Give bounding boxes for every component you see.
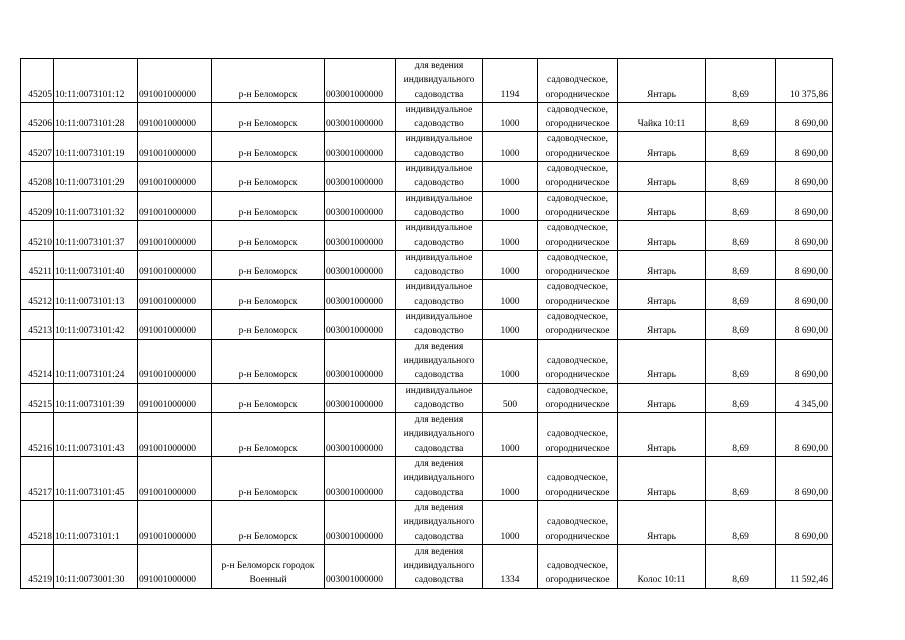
category-cell: садоводческое, огородническое [538, 280, 618, 310]
cadastral-number-cell: 10:11:0073101:45 [54, 457, 138, 501]
row-id-cell: 45210 [21, 221, 54, 251]
row-id-cell: 45214 [21, 339, 54, 383]
permitted-use-cell: индивидуальное садоводство [396, 162, 483, 192]
table-row [21, 162, 833, 192]
table-row [21, 191, 833, 221]
code-cell: 091001000000 [138, 102, 212, 132]
rate-cell: 8,69 [706, 250, 776, 280]
table-row [21, 457, 833, 501]
cadastral-value-cell: 4 345,00 [776, 383, 833, 413]
permitted-use-cell: для ведения индивидуального садоводства [396, 500, 483, 544]
rate-cell: 8,69 [706, 59, 776, 103]
category-cell: садоводческое, огородническое [538, 383, 618, 413]
location-cell: р-н Беломорск [212, 383, 325, 413]
row-id-cell: 45213 [21, 310, 54, 340]
cadastral-number-cell: 10:11:0073101:13 [54, 280, 138, 310]
settlement-name-cell: Янтарь [618, 221, 706, 251]
category-cell: садоводческое, огородническое [538, 162, 618, 192]
code-cell: 091001000000 [138, 544, 212, 588]
area-cell: 1334 [483, 544, 538, 588]
row-id-cell: 45212 [21, 280, 54, 310]
cadastral-number-cell: 10:11:0073101:37 [54, 221, 138, 251]
area-cell: 1000 [483, 339, 538, 383]
permitted-use-cell: для ведения индивидуального садоводства [396, 457, 483, 501]
row-id-cell: 45205 [21, 59, 54, 103]
cadastral-number-cell: 10:11:0073101:19 [54, 132, 138, 162]
table-row [21, 339, 833, 383]
rate-cell: 8,69 [706, 221, 776, 251]
code-cell: 091001000000 [138, 132, 212, 162]
rate-cell: 8,69 [706, 413, 776, 457]
cadastral-value-cell: 8 690,00 [776, 102, 833, 132]
area-cell: 1000 [483, 221, 538, 251]
settlement-name-cell: Янтарь [618, 59, 706, 103]
settlement-name-cell: Янтарь [618, 250, 706, 280]
permitted-use-cell: индивидуальное садоводство [396, 102, 483, 132]
row-id-cell: 45219 [21, 544, 54, 588]
table-row [21, 221, 833, 251]
location-cell: р-н Беломорск [212, 250, 325, 280]
land-plots-table [20, 58, 833, 589]
code-cell: 091001000000 [138, 500, 212, 544]
location-cell: р-н Беломорск [212, 339, 325, 383]
settlement-name-cell: Янтарь [618, 162, 706, 192]
area-cell: 1000 [483, 191, 538, 221]
location-cell: р-н Беломорск [212, 102, 325, 132]
cadastral-value-cell: 8 690,00 [776, 280, 833, 310]
cadastral-value-cell: 8 690,00 [776, 500, 833, 544]
cadastral-value-cell: 8 690,00 [776, 162, 833, 192]
code-cell: 091001000000 [138, 250, 212, 280]
cadastral-number-cell: 10:11:0073101:1 [54, 500, 138, 544]
code-cell: 091001000000 [138, 457, 212, 501]
settlement-name-cell: Янтарь [618, 310, 706, 340]
cadastral-number-cell: 10:11:0073101:39 [54, 383, 138, 413]
category-cell: садоводческое, огородническое [538, 132, 618, 162]
permitted-use-cell: индивидуальное садоводство [396, 132, 483, 162]
area-cell: 1000 [483, 310, 538, 340]
row-id-cell: 45206 [21, 102, 54, 132]
table-row [21, 500, 833, 544]
settlement-name-cell: Янтарь [618, 413, 706, 457]
table-row [21, 383, 833, 413]
permitted-use-cell: для ведения индивидуального садоводства [396, 59, 483, 103]
category-cell: садоводческое, огородническое [538, 457, 618, 501]
location-cell: р-н Беломорск [212, 457, 325, 501]
oktmo-cell: 003001000000 [325, 132, 396, 162]
category-cell: садоводческое, огородническое [538, 250, 618, 280]
area-cell: 1000 [483, 102, 538, 132]
cadastral-value-cell: 8 690,00 [776, 339, 833, 383]
rate-cell: 8,69 [706, 544, 776, 588]
rate-cell: 8,69 [706, 383, 776, 413]
rate-cell: 8,69 [706, 339, 776, 383]
code-cell: 091001000000 [138, 162, 212, 192]
location-cell: р-н Беломорск [212, 500, 325, 544]
code-cell: 091001000000 [138, 413, 212, 457]
location-cell: р-н Беломорск [212, 221, 325, 251]
permitted-use-cell: для ведения индивидуального садоводства [396, 413, 483, 457]
location-cell: р-н Беломорск городок Военный [212, 544, 325, 588]
location-cell: р-н Беломорск [212, 280, 325, 310]
area-cell: 1194 [483, 59, 538, 103]
rate-cell: 8,69 [706, 132, 776, 162]
row-id-cell: 45208 [21, 162, 54, 192]
settlement-name-cell: Янтарь [618, 339, 706, 383]
row-id-cell: 45209 [21, 191, 54, 221]
code-cell: 091001000000 [138, 280, 212, 310]
location-cell: р-н Беломорск [212, 413, 325, 457]
permitted-use-cell: индивидуальное садоводство [396, 221, 483, 251]
oktmo-cell: 003001000000 [325, 221, 396, 251]
settlement-name-cell: Янтарь [618, 280, 706, 310]
cadastral-value-cell: 8 690,00 [776, 191, 833, 221]
category-cell: садоводческое, огородническое [538, 102, 618, 132]
row-id-cell: 45215 [21, 383, 54, 413]
code-cell: 091001000000 [138, 339, 212, 383]
rate-cell: 8,69 [706, 500, 776, 544]
oktmo-cell: 003001000000 [325, 383, 396, 413]
table-row [21, 102, 833, 132]
area-cell: 1000 [483, 132, 538, 162]
code-cell: 091001000000 [138, 310, 212, 340]
cadastral-number-cell: 10:11:0073101:28 [54, 102, 138, 132]
cadastral-value-cell: 8 690,00 [776, 250, 833, 280]
rate-cell: 8,69 [706, 310, 776, 340]
rate-cell: 8,69 [706, 102, 776, 132]
oktmo-cell: 003001000000 [325, 59, 396, 103]
settlement-name-cell: Колос 10:11 [618, 544, 706, 588]
cadastral-value-cell: 8 690,00 [776, 132, 833, 162]
permitted-use-cell: индивидуальное садоводство [396, 310, 483, 340]
permitted-use-cell: индивидуальное садоводство [396, 191, 483, 221]
area-cell: 1000 [483, 413, 538, 457]
code-cell: 091001000000 [138, 221, 212, 251]
cadastral-value-cell: 8 690,00 [776, 221, 833, 251]
row-id-cell: 45217 [21, 457, 54, 501]
cadastral-value-cell: 8 690,00 [776, 457, 833, 501]
location-cell: р-н Беломорск [212, 191, 325, 221]
oktmo-cell: 003001000000 [325, 310, 396, 340]
permitted-use-cell: индивидуальное садоводство [396, 383, 483, 413]
category-cell: садоводческое, огородническое [538, 221, 618, 251]
table-row [21, 59, 833, 103]
area-cell: 1000 [483, 250, 538, 280]
area-cell: 1000 [483, 280, 538, 310]
category-cell: садоводческое, огородническое [538, 544, 618, 588]
oktmo-cell: 003001000000 [325, 500, 396, 544]
oktmo-cell: 003001000000 [325, 544, 396, 588]
oktmo-cell: 003001000000 [325, 191, 396, 221]
table-row [21, 544, 833, 588]
settlement-name-cell: Янтарь [618, 191, 706, 221]
area-cell: 1000 [483, 162, 538, 192]
row-id-cell: 45216 [21, 413, 54, 457]
cadastral-value-cell: 8 690,00 [776, 310, 833, 340]
table-row [21, 413, 833, 457]
table-row [21, 250, 833, 280]
cadastral-number-cell: 10:11:0073101:40 [54, 250, 138, 280]
cadastral-number-cell: 10:11:0073101:24 [54, 339, 138, 383]
settlement-name-cell: Янтарь [618, 132, 706, 162]
oktmo-cell: 003001000000 [325, 280, 396, 310]
cadastral-value-cell: 8 690,00 [776, 413, 833, 457]
cadastral-number-cell: 10:11:0073101:29 [54, 162, 138, 192]
code-cell: 091001000000 [138, 59, 212, 103]
cadastral-value-cell: 11 592,46 [776, 544, 833, 588]
location-cell: р-н Беломорск [212, 310, 325, 340]
category-cell: садоводческое, огородническое [538, 413, 618, 457]
location-cell: р-н Беломорск [212, 59, 325, 103]
area-cell: 1000 [483, 457, 538, 501]
permitted-use-cell: для ведения индивидуального садоводства [396, 544, 483, 588]
oktmo-cell: 003001000000 [325, 162, 396, 192]
permitted-use-cell: индивидуальное садоводство [396, 280, 483, 310]
category-cell: садоводческое, огородническое [538, 339, 618, 383]
cadastral-number-cell: 10:11:0073101:42 [54, 310, 138, 340]
settlement-name-cell: Чайка 10:11 [618, 102, 706, 132]
oktmo-cell: 003001000000 [325, 102, 396, 132]
table-row [21, 310, 833, 340]
cadastral-number-cell: 10:11:0073101:32 [54, 191, 138, 221]
settlement-name-cell: Янтарь [618, 457, 706, 501]
cadastral-number-cell: 10:11:0073101:12 [54, 59, 138, 103]
category-cell: садоводческое, огородническое [538, 310, 618, 340]
table-row [21, 132, 833, 162]
category-cell: садоводческое, огородническое [538, 191, 618, 221]
oktmo-cell: 003001000000 [325, 250, 396, 280]
area-cell: 1000 [483, 500, 538, 544]
oktmo-cell: 003001000000 [325, 339, 396, 383]
row-id-cell: 45211 [21, 250, 54, 280]
oktmo-cell: 003001000000 [325, 413, 396, 457]
location-cell: р-н Беломорск [212, 132, 325, 162]
table-row [21, 280, 833, 310]
rate-cell: 8,69 [706, 162, 776, 192]
cadastral-number-cell: 10:11:0073001:30 [54, 544, 138, 588]
oktmo-cell: 003001000000 [325, 457, 396, 501]
cadastral-value-cell: 10 375,86 [776, 59, 833, 103]
row-id-cell: 45207 [21, 132, 54, 162]
category-cell: садоводческое, огородническое [538, 500, 618, 544]
settlement-name-cell: Янтарь [618, 500, 706, 544]
row-id-cell: 45218 [21, 500, 54, 544]
rate-cell: 8,69 [706, 191, 776, 221]
rate-cell: 8,69 [706, 280, 776, 310]
area-cell: 500 [483, 383, 538, 413]
cadastral-number-cell: 10:11:0073101:43 [54, 413, 138, 457]
settlement-name-cell: Янтарь [618, 383, 706, 413]
location-cell: р-н Беломорск [212, 162, 325, 192]
category-cell: садоводческое, огородническое [538, 59, 618, 103]
code-cell: 091001000000 [138, 191, 212, 221]
permitted-use-cell: для ведения индивидуального садоводства [396, 339, 483, 383]
permitted-use-cell: индивидуальное садоводство [396, 250, 483, 280]
code-cell: 091001000000 [138, 383, 212, 413]
rate-cell: 8,69 [706, 457, 776, 501]
